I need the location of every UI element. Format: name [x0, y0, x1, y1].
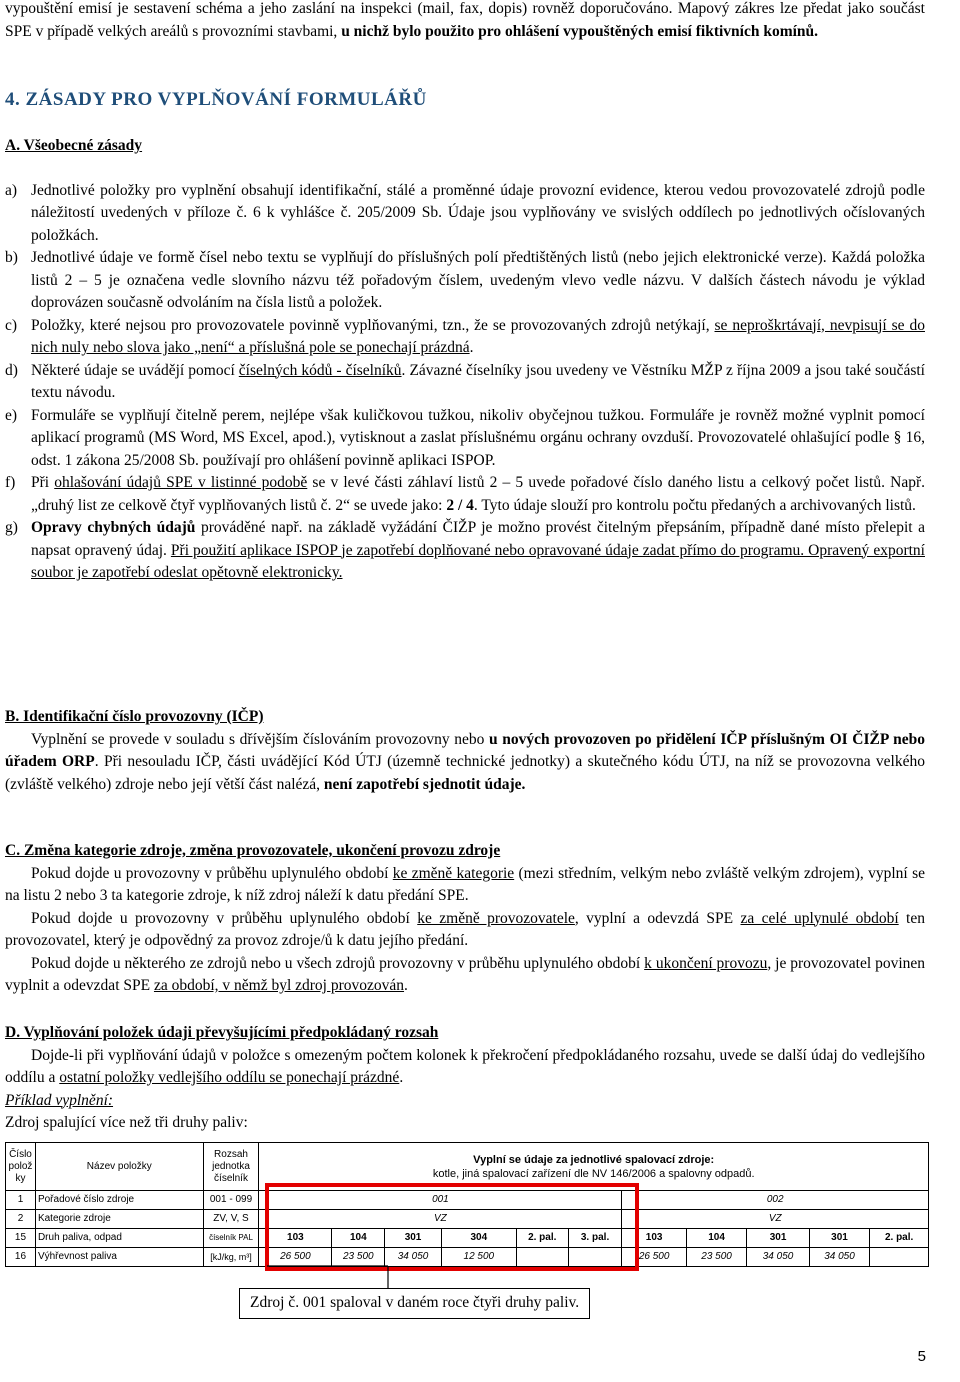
example-label: Příklad vyplnění: [5, 1091, 114, 1109]
section-d: D. Vyplňování položek údaji převyšujícími předpokládaný rozsah Dojde-li při vyplňování údajů v položce s omezeným počtem kolonek k překročení předpokládaného rozsahu, uvede se další údaj do vedlejšího oddílu a ostatní položky vedlejšího oddílu se ponechají prázdné. Příklad vyplnění: Zdroj spalující více než tři druhy paliv: [5, 1022, 925, 1135]
list-item-b: b) Jednotlivé údaje ve formě čísel nebo textu se vyplňují do příslušných polí předtištěných listů (nebo jejich elektronické verze). Každá položka listů 2 – 5 je označena vedle slovního názvu též pořadovým číslem, uvedeným vlevo vedle názvu. V dalších částech návodu je výklad doprovázen současně odvoláním na čísla listů a položek. [5, 249, 925, 311]
list-item-c: c) Položky, které nejsou pro provozovatele povinně vyplňovanými, tzn., že se provozovaných zdrojů netýkají, se neproškrtávají, nevpisují se do nich nuly nebo slova jako „není“ a příslušná pole se ponechají prázdná. [5, 316, 925, 356]
table-row: 16 Výhřevnost paliva [kJ/kg, m³] 26 500 23 500 34 050 12 500 26 500 23 500 34 050 34 050 [6, 1248, 929, 1267]
section-d-title: D. Vyplňování položek údaji převyšujícími předpokládaný rozsah [5, 1024, 439, 1041]
list-item-d: d) Některé údaje se uvádějí pomocí číselných kódů - číselníků. Závazné číselníky jsou uvedeny ve Věstníku MŽP z října 2009 a jsou také součástí textu návodu. [5, 361, 925, 401]
section-a-title: A. Všeobecné zásady [5, 137, 143, 154]
table-row: 2 Kategorie zdroje ZV, V, S VZ VZ [6, 1210, 929, 1229]
header-rozsah: Rozsah jednotka číselník [203, 1143, 259, 1191]
section-c: C. Změna kategorie zdroje, změna provozovatele, ukončení provozu zdroje Pokud dojde u provozovny v průběhu uplynulého období ke změně kategorie (mezi středním, velkým nebo zvláště velkým zdrojem), vyplní se na listu 2 nebo 3 ta kategorie zdroje, k níž zdroj náleží k datu předání SPE. Pokud dojde u provozovny v průběhu uplynulého období ke změně provozovatele, vyplní a odevzdá SPE za celé uplynulé období ten provozovatel, který je odpovědný za provoz zdroje/ů k datu jejího předání. Pokud dojde u některého ze zdrojů nebo u všech zdrojů provozovny v průběhu uplynulého období k ukončení provozu, je provozovatel povinen vyplnit a odevzdat SPE za období, v němž byl zdroj provozován. [5, 842, 925, 994]
example-caption: Zdroj spalující více než tři druhy paliv: [5, 1114, 248, 1131]
table-row: 1 Pořadové číslo zdroje 001 - 099 001 002 [6, 1191, 929, 1210]
header-main: Vyplní se údaje za jednotlivé spalovací zdroje: kotle, jiná spalovací zařízení dle NV 146/2006 a spalovny odpadů. [259, 1143, 929, 1191]
list-item-g: g) Opravy chybných údajů prováděné např. na základě vyžádání ČIŽP je možno provést čitelným přepsáním, případně dané místo přelepit a napsat opravený údaj. Při použití aplikace ISPOP je zapotřebí doplňované nebo opravované údaje zadat přímo do programu. Opravený exportní soubor je zapotřebí odeslat opětovně elektronicky. [5, 519, 925, 581]
intro-text: vypouštění emisí je sestavení schéma a jeho zaslání na inspekci (mail, fax, dopis) rovněž doporučováno. Mapový zákres lze předat jako součást SPE v případě velkých areálů s provozními stavbami, [5, 0, 925, 40]
header-nazev: Název položky [35, 1143, 203, 1191]
list-item-a: a) Jednotlivé položky pro vyplnění obsahují identifikační, stálé a proměnné údaje provozní evidence, kterou vedou provozovatelé zdrojů podle náležitostí uvedených v příloze č. 6 k vyhlášce č. 205/2009 Sb. Údaje jsou vyplňovány ve svislých oddílech po jednotlivých očíslovaných položkách. [5, 181, 925, 244]
section-b-title: B. Identifikační číslo provozovny (IČP) [5, 708, 264, 725]
header-cislo: Číslo polož ky [6, 1143, 36, 1191]
callout-lines [5, 0, 925, 1382]
section-b: B. Identifikační číslo provozovny (IČP) Vyplnění se provede v souladu s dřívějším číslováním provozovny nebo u nových provozoven po přidělení IČP příslušným OI ČIŽP nebo úřadem ORP. Při nesouladu IČP, části uvádějící Kód ÚTJ (územně technické jednotky) a skutečného kódu ÚTJ, na níž se provozovna velkého (zvláště velkého) zdroje nebo její větší část nalézá, není zapotřebí sjednotit údaje. [5, 708, 925, 793]
list-item-f: f) Při ohlašování údajů SPE v listinné podobě se v levé části záhlaví listů 2 – 5 uvede pořadové číslo daného listu a celkový počet listů. Např. „druhý list ze celkově čtyř vyplňovaných listů č. 2“ se uvede jako: 2 / 4. Tyto údaje slouží pro kontrolu počtu předaných a archivovaných listů. [5, 474, 925, 514]
page-number: 5 [917, 1347, 926, 1365]
section-heading: 4. ZÁSADY PRO VYPLŇOVÁNÍ FORMULÁŘŮ [5, 89, 427, 110]
list-item-e: e) Formuláře se vyplňují čitelně perem, nejlépe však kuličkovou tužkou, nikoliv obyčejnou tužkou. Formuláře je rovněž možné vyplnit pomocí aplikací programů (MS Word, MS Excel, apod.), vytisknout a zaslat příslušnému orgánu ochrany ovzduší. Provozovatelé ohlašující podle § 16, odst. 1 zákona 25/2008 Sb. používají pro ohlášení povinně aplikaci ISPOP. [5, 406, 925, 469]
intro-bold: u nichž bylo použito pro ohlášení vypouštěných emisí fiktivních komínů. [341, 22, 819, 40]
table-row: 15 Druh paliva, odpad číselník PAL 103 104 301 304 2. pal. 3. pal. 103 104 301 301 2. pal. [6, 1229, 929, 1248]
section-c-title: C. Změna kategorie zdroje, změna provozovatele, ukončení provozu zdroje [5, 842, 501, 859]
callout-note: Zdroj č. 001 spaloval v daném roce čtyři druhy paliv. [239, 1288, 590, 1319]
